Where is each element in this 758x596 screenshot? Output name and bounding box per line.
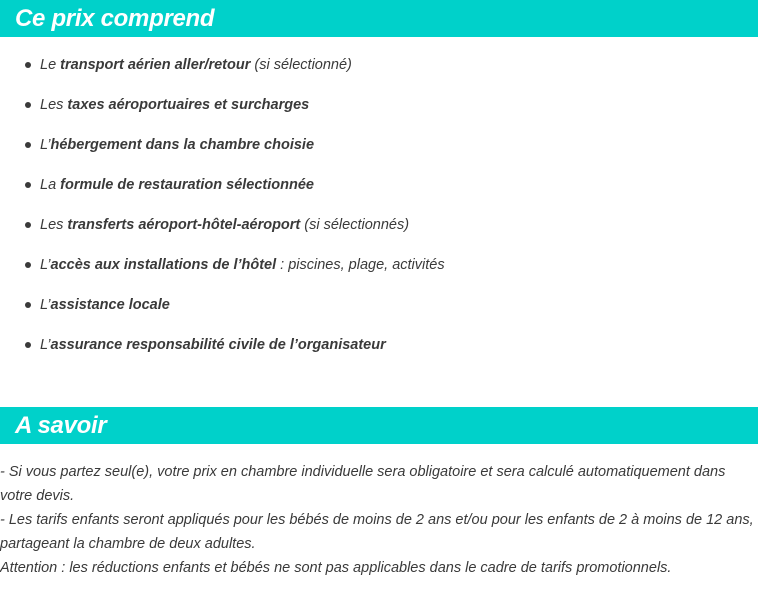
item-bold: accès aux installations de l’hôtel [50, 257, 277, 273]
list-item [0, 165, 445, 205]
item-prefix: Les [40, 217, 68, 233]
bullet-icon [25, 62, 31, 68]
list-item [0, 245, 445, 285]
item-suffix: (si sélectionnés) [300, 217, 410, 233]
item-prefix: L’ [40, 257, 51, 273]
item-bold: transferts aéroport-hôtel-aéroport [67, 217, 301, 233]
item-bold: assurance responsabilité civile de l’organisateur [50, 337, 386, 353]
notes-block [0, 460, 758, 580]
included-list [0, 45, 445, 365]
item-prefix: L’ [40, 137, 51, 153]
section-header-notes [0, 407, 758, 444]
list-item [0, 45, 445, 85]
item-prefix: Le [40, 57, 61, 73]
item-suffix: : piscines, plage, activités [276, 257, 445, 273]
bullet-icon [25, 222, 31, 228]
note-promo-warning: Attention : les réductions enfants et bébés ne sont pas applicables dans le cadre de tarifs promotionnels. [0, 560, 672, 576]
item-prefix: L’ [40, 337, 51, 353]
item-prefix: Les [40, 97, 68, 113]
list-item [0, 325, 445, 365]
section-title-included: Ce prix comprend [15, 5, 215, 32]
list-item [0, 205, 445, 245]
item-prefix: La [40, 177, 61, 193]
bullet-icon [25, 142, 31, 148]
item-suffix: (si sélectionné) [250, 57, 352, 73]
bullet-icon [25, 262, 31, 268]
item-bold: formule de restauration sélectionnée [60, 177, 314, 193]
list-item [0, 285, 445, 325]
item-bold: assistance locale [50, 297, 170, 313]
item-bold: hébergement dans la chambre choisie [50, 137, 315, 153]
list-item [0, 85, 445, 125]
item-bold: transport aérien aller/retour [60, 57, 251, 73]
item-prefix: L’ [40, 297, 51, 313]
section-title-notes: A savoir [15, 412, 107, 439]
bullet-icon [25, 182, 31, 188]
note-child-rates: - Les tarifs enfants seront appliqués pour les bébés de moins de 2 ans et/ou pour les enfants de 2 à moins de 12 ans, partageant la chambre de deux adultes. [0, 512, 754, 552]
bullet-icon [25, 302, 31, 308]
item-bold: taxes aéroportuaires et surcharges [67, 97, 310, 113]
note-solo-traveler: - Si vous partez seul(e), votre prix en chambre individuelle sera obligatoire et sera calculé automatiquement dans votre devis. [0, 464, 726, 504]
section-header-included [0, 0, 758, 37]
bullet-icon [25, 342, 31, 348]
list-item [0, 125, 445, 165]
bullet-icon [25, 102, 31, 108]
